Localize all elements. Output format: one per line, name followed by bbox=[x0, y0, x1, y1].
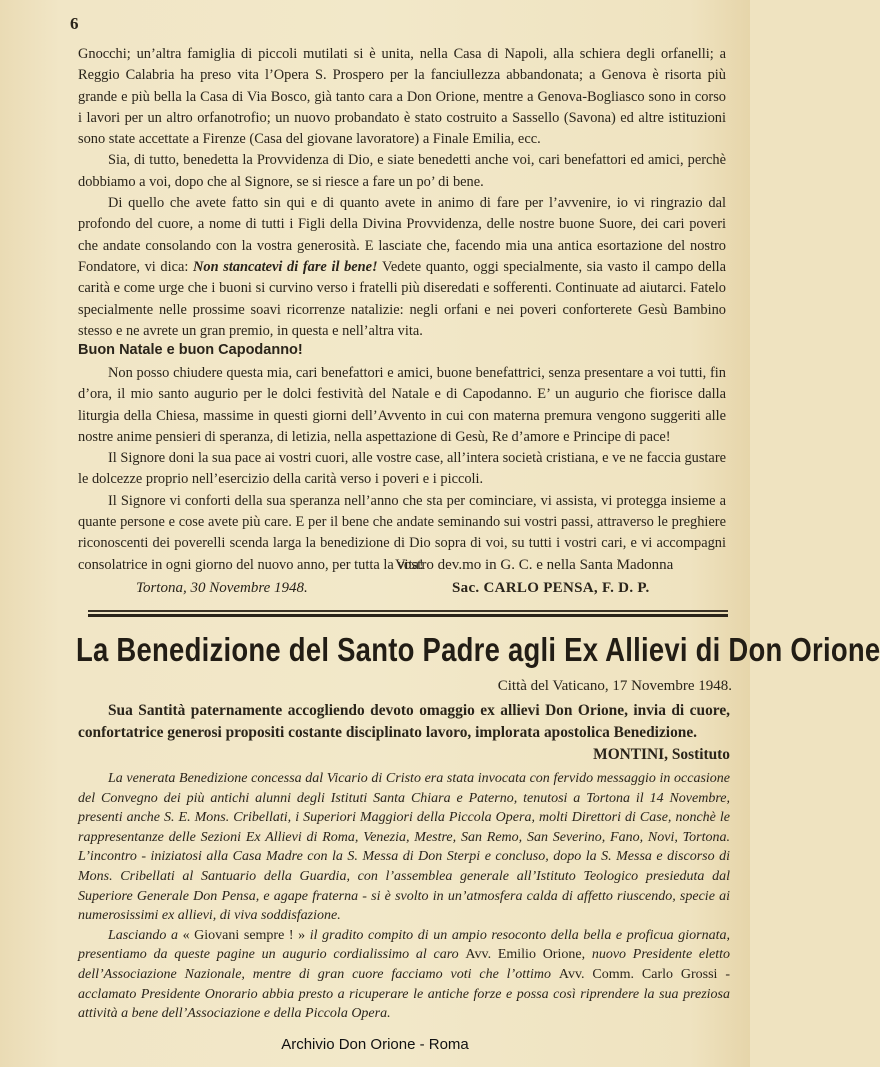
founder-quote: Non stancatevi di fare il bene! bbox=[193, 258, 378, 275]
closing-line: Vostro dev.mo in G. C. e nella Santa Madonna bbox=[395, 557, 674, 573]
paragraph-3-end: Vedete quanto, oggi specialmente, sia vasto il campo della carità e come urge che i buoni si curvino verso i fratelli più diseredati e sofferenti. Continuate ad aiutarci. Fatelo specialmente nelle prossime soavi ricorrenze natalizie: negli orfani e nei poveri conforterete Gesù Bambino stesso e ne avrete un gran premio, in questa e nell’altra vita. bbox=[78, 258, 726, 339]
p2-president: Avv. Emilio Orione, bbox=[465, 947, 586, 963]
p2-honorary: Avv. Comm. Carlo Grossi bbox=[558, 966, 718, 982]
archive-footer: Archivio Don Orione - Roma bbox=[281, 1036, 469, 1053]
intro-paragraph: Gnocchi; un’altra famiglia di piccoli mutilati si è unita, nella Casa di Napoli, alla schiera degli orfanelli; a Reggio Calabria ha preso vita l’Opera S. Prospero per la fanciullezza abbandonata; a Genova è risorta più grande e più bella la Casa di Via Bosco, già tanto cara a Don Orione, mentre a Genova-Bogliasco sono in corso i lavori per un altro orfanotrofio; un nuovo probandato è stato costruito a Sassello (Savona) ed altre istituzioni sono state accettate a Firenze (Casa del giovane lavoratore) a Finale Emilia, ecc. bbox=[78, 46, 726, 148]
greeting-body bbox=[78, 363, 726, 576]
article-body bbox=[78, 769, 730, 1024]
paragraph-3 bbox=[78, 193, 726, 342]
p2-a: Lasciando a bbox=[108, 927, 178, 943]
p2-magazine: « Giovani sempre ! » bbox=[182, 927, 306, 943]
paragraph-2: Sia, di tutto, benedetta la Provvidenza di Dio, e siate benedetti anche voi, cari benefattori ed amici, perchè dobbiamo a voi, dopo che al Signore, se si riesce a fare un po’ di bene. bbox=[78, 152, 726, 190]
divider-thin bbox=[88, 610, 728, 612]
telegram-text bbox=[78, 700, 730, 763]
letter-body bbox=[78, 44, 726, 342]
greeting-heading: Buon Natale e buon Capodanno! bbox=[78, 342, 303, 358]
page-number: 6 bbox=[70, 14, 79, 33]
signature: Sac. CARLO PENSA, F. D. P. bbox=[452, 580, 650, 596]
place-date: Tortona, 30 Novembre 1948. bbox=[136, 580, 308, 596]
greeting-paragraph-3: Il Signore vi conforti della sua speranza nell’anno che sta per cominciare, vi assista, vi protegga insieme a quante persone e cose avete più care. E per il bene che andate seminando sui vostri passi, attraverso le preghiere riconoscenti dei poverelli scenda larga la benedizione di Dio sopra di voi, su tutti i vostri cari, e vi accompagni consolatrice in ogni giorno del nuovo anno, per tutta la vita! bbox=[78, 492, 726, 573]
article-title: La Benedizione del Santo Padre agli Ex Allievi di Don Orione bbox=[76, 632, 880, 669]
telegram bbox=[78, 700, 730, 766]
p2-e: nuovo Presidente eletto dell’Associazione Nazionale, mentre di gran cuore facciamo voti che l’ottimo bbox=[78, 947, 731, 982]
greeting-paragraph-1: Non posso chiudere questa mia, cari benefattori e amici, buone benefattrici, senza presentare a voi tutti, fin d’ora, il mio santo augurio per le dolci festività del Natale e di Capodanno. E’ un augurio che fiorisce dalla liturgia della Chiesa, massime in questi giorni dell’Avvento in cui con materna premura vengono suggeriti alle nostre anime pensieri di speranza, di letizia, nella aspettazione di Gesù, Re d’amore e Principe di pace! bbox=[78, 365, 726, 445]
telegram-signer: MONTINI, Sostituto bbox=[593, 746, 730, 763]
italic-paragraph-2 bbox=[78, 926, 730, 1024]
telegram-body: Sua Santità paternamente accogliendo devoto omaggio ex allievi Don Orione, invia di cuore, confortatrice generosi propositi costante disciplinato lavoro, implorata apostolica Benedizione. bbox=[78, 702, 730, 741]
divider-thick bbox=[88, 614, 728, 617]
p2-c: il gradito compito di un ampio resoconto della bella e proficua giornata, presentiamo da queste pagine un augurio cordialissimo al caro bbox=[78, 927, 731, 963]
greeting-paragraph-2: Il Signore doni la sua pace ai vostri cuori, alle vostre case, all’intera società cristiana, e ve ne faccia gustare le dolcezze proprio nell’esercizio della carità verso i poveri e i piccoli. bbox=[78, 450, 726, 488]
italic-paragraph-1: La venerata Benedizione concessa dal Vicario di Cristo era stata invocata con fervido messaggio in occasione del Convegno dei più antichi alunni degli Istituti Santa Chiara e Paterno, tenutosi a Tortona il 14 Novembre, presenti anche S. E. Mons. Cribellati, i Superiori Maggiori della Piccola Opera, molti Direttori di Case, nonchè le rappresentanze delle Sezioni Ex Allievi di Roma, Venezia, Mestre, San Remo, San Severino, Fano, Novi, Tortona. L’incontro - iniziatosi alla Casa Madre con la S. Messa di Don Sterpi e concluso, dopo la S. Messa e discorso di Mons. Cribellati al Santuario della Guardia, con l’assemblea generale all’Istituto Teologico presieduta dal Superiore Generale Don Pensa, e agape fraterna - si è svolto in un’atmosfera calda di affetto riuscendo, specie ai numerosissimi ex allievi, di viva soddisfazione. bbox=[78, 771, 730, 924]
p2-g: - acclamato Presidente Onorario abbia presto a ricuperare le antiche forze e possa così riprendere la sua preziosa attività a bene dell’Associazione e della Piccola Opera. bbox=[78, 966, 730, 1022]
dateline: Città del Vaticano, 17 Novembre 1948. bbox=[497, 678, 732, 694]
paragraph-3-start: Di quello che avete fatto sin qui e di quanto avete in animo di fare per l’avvenire, io vi ringrazio dal profondo del cuore, a nome di tutti i Figli della Divina Provvidenza, delle nostre buone Suore, dei cari poveri che andate consolando con la vostra generosità. E lasciate che, facendo mia una antica esortazione del nostro Fondatore, vi dica: bbox=[78, 195, 726, 275]
